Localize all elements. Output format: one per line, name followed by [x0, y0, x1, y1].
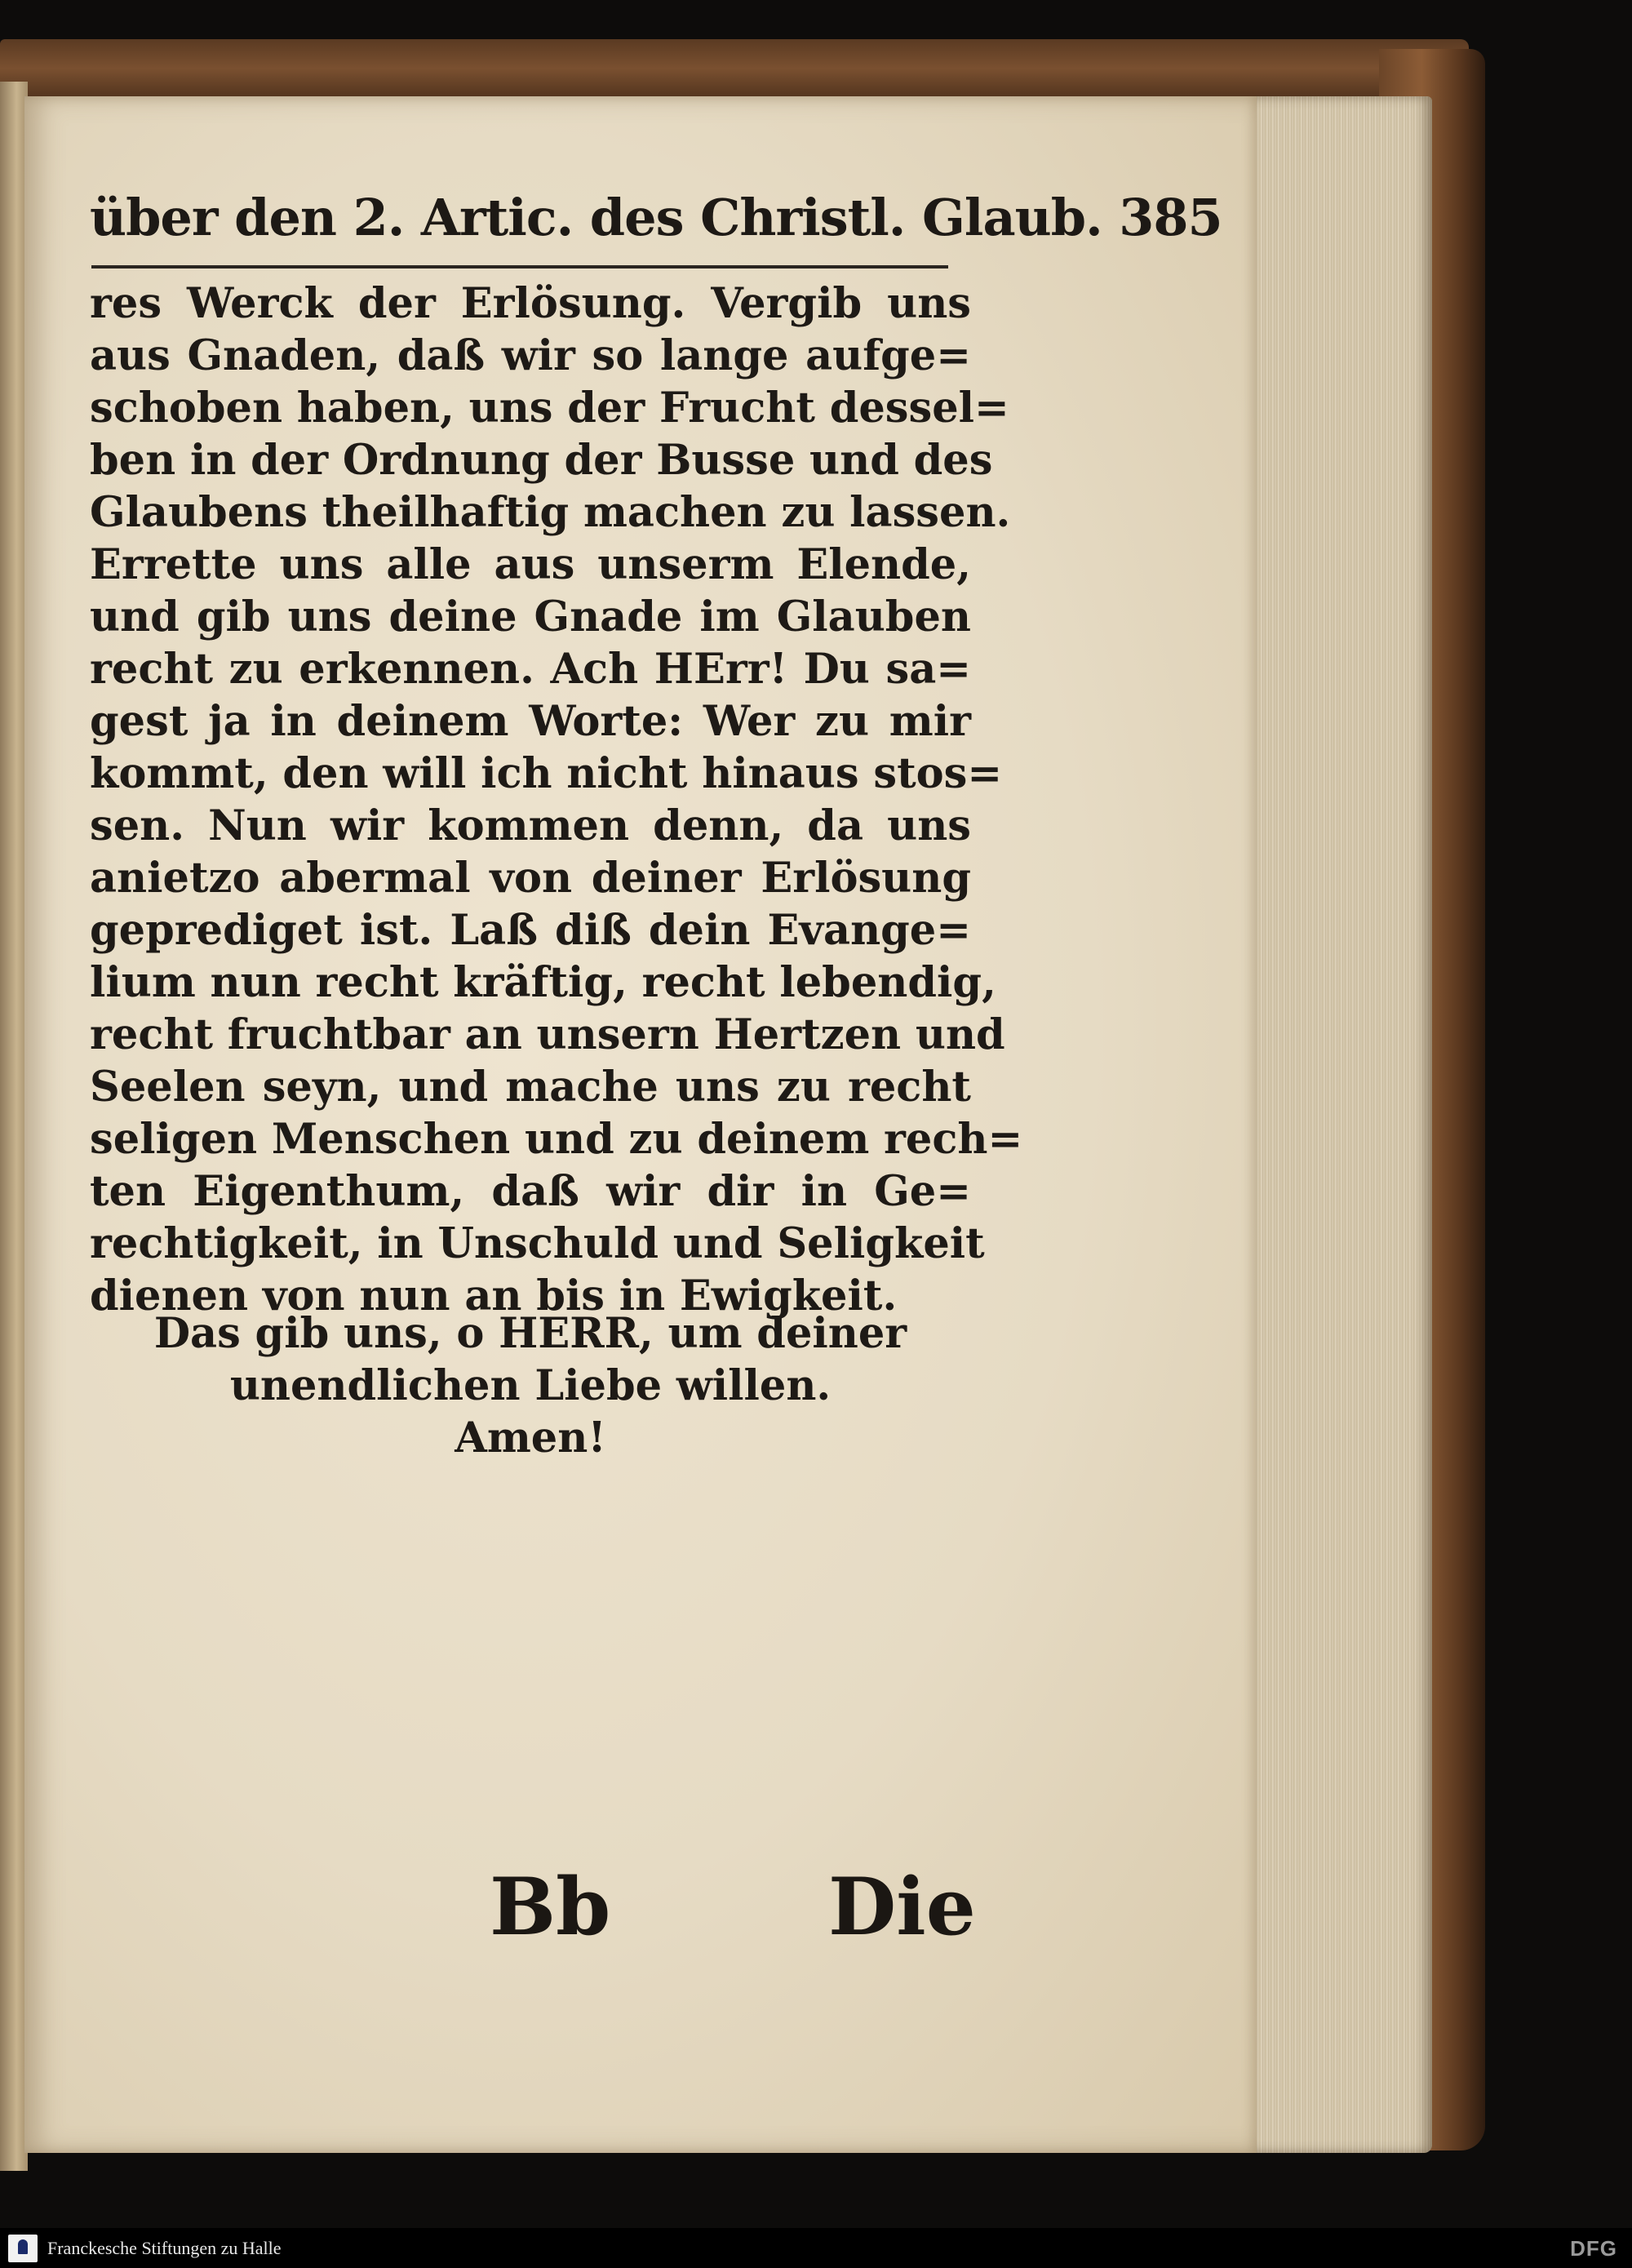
running-header: über den 2. Artic. des Christl. Glaub. 385 — [90, 188, 1222, 247]
page-body-text — [90, 277, 1023, 1322]
text-line: aus Gnaden, daß wir so lange aufge= — [90, 331, 971, 380]
closing-line: Das gib uns, o HERR, um deiner — [153, 1309, 907, 1358]
text-line: gest ja in deinem Worte: Wer zu mir — [90, 697, 971, 746]
page-fore-edge — [1240, 96, 1432, 2153]
text-line: geprediget ist. Laß diß dein Evange= — [90, 906, 971, 955]
text-line: ben in der Ordnung der Busse und des — [90, 436, 993, 485]
catchword: Die — [828, 1861, 976, 1953]
text-line: ten Eigenthum, daß wir dir in Ge= — [90, 1167, 971, 1216]
closing-line: Amen! — [455, 1414, 606, 1462]
text-line: Seelen seyn, und mache uns zu recht — [90, 1063, 971, 1112]
text-line: Glaubens theilhaftig machen zu lassen. — [90, 488, 1011, 537]
text-line: anietzo abermal von deiner Erlösung — [90, 854, 971, 903]
signature-mark: Bb — [490, 1861, 611, 1953]
text-line: recht fruchtbar an unsern Hertzen und — [90, 1010, 1005, 1059]
text-line: recht zu erkennen. Ach HErr! Du sa= — [90, 645, 971, 694]
institution-name: Franckesche Stiftungen zu Halle — [47, 2238, 282, 2258]
text-line: Errette uns alle aus unserm Elende, — [90, 540, 971, 589]
text-line: lium nun recht kräftig, recht lebendig, — [90, 958, 996, 1007]
facing-page-edge — [0, 82, 28, 2171]
text-line: dienen von nun an bis in Ewigkeit. — [90, 1272, 898, 1320]
header-rule — [91, 265, 948, 269]
viewer-footer — [0, 2228, 1632, 2268]
text-line: und gib uns deine Gnade im Glauben — [90, 593, 971, 641]
text-line: sen. Nun wir kommen denn, da uns — [90, 801, 971, 850]
institution-logo-icon — [8, 2235, 38, 2262]
book-cover-top — [0, 39, 1469, 104]
text-line: res Werck der Erlösung. Vergib uns — [90, 279, 971, 328]
text-line: schoben haben, uns der Frucht dessel= — [90, 384, 1009, 433]
closing-prayer — [90, 1307, 971, 1464]
funder-logo: DFG — [1570, 2236, 1617, 2261]
closing-line: unendlichen Liebe willen. — [229, 1361, 832, 1410]
text-line: kommt, den will ich nicht hinaus stos= — [90, 749, 1003, 798]
text-line: seligen Menschen und zu deinem rech= — [90, 1115, 1023, 1164]
text-line: rechtigkeit, in Unschuld und Seligkeit — [90, 1219, 985, 1268]
